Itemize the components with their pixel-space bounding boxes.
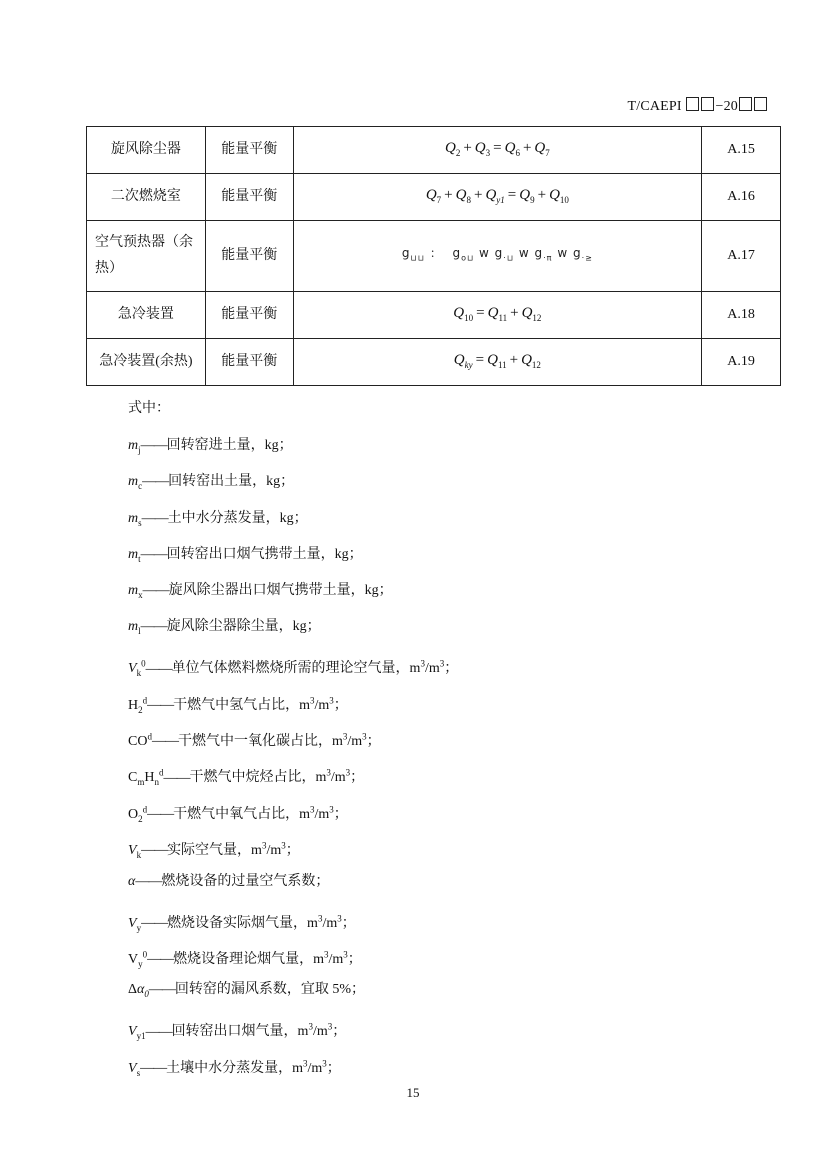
equation-number-cell: A.18 [702,292,781,339]
equation-number-cell: A.15 [702,127,781,174]
balance-type-cell: 能量平衡 [205,292,293,339]
definition-text: 干燃气中氢气占比，$m^3/m^3$； [173,695,348,713]
definition-item: $m_j——$回转窑进土量，kg； [128,438,293,455]
definition-item: $m_s——$土中水分蒸发量，kg； [128,510,308,528]
symbol-definitions [128,398,778,1088]
legend-title: 式中： [128,401,170,416]
definition-item: $m_t——$回转窑出口烟气携带土量，kg； [128,546,363,564]
definition-item: $V_k——$实际空气量，$m^3/m^3$； [128,840,300,860]
standard-prefix: T/CAEPI [627,99,682,114]
definition-text: 土壤中水分蒸发量，$m^3/m^3$； [166,1058,341,1076]
definition-text: 干燃气中氧气占比，$m^3/m^3$； [173,803,348,822]
definition-item: $V_y^0——$燃烧设备理论烟气量，$m^3/m^3$； [128,949,362,969]
placeholder-box [686,97,699,111]
definition-text: 单位气体燃料燃烧所需的理论空气量，$m^3/m^3$； [171,658,459,677]
equation-number-cell: A.17 [702,221,781,292]
definition-item: $C_mH_n^d——$干燃气中烷烃占比，$m^3/m^3$； [128,767,365,788]
definition-item: $V_y——$燃烧设备实际烟气量，$m^3/m^3$； [128,912,356,933]
equation-number-cell: A.19 [702,339,781,386]
definition-text: 燃烧设备的过量空气系数； [161,873,330,889]
table-row [87,339,781,386]
formula-a16: $Q_7 + Q_8 + Q_{y1} = Q_9 + Q_{10}$ [425,186,569,205]
definition-text: 旋风除尘器出口烟气携带土量，kg； [168,583,393,599]
table-row [87,292,781,339]
equipment-cell: 空气预热器（余热） [87,221,206,292]
formula-cell [293,339,701,386]
page-number: 15 [406,1085,420,1100]
balance-type-cell: 能量平衡 [205,221,293,292]
definition-item: $CO^d——$干燃气中一氧化碳占比，$m^3/m^3$； [128,731,381,750]
definition-item: $m_c——$回转窑出土量，kg； [128,474,295,492]
definition-item: $\Delta\alpha_0——$回转窑的漏风系数，宜取 5%； [128,982,366,1000]
definition-text: 土中水分蒸发量，kg； [167,510,308,526]
equipment-cell: 旋风除尘器 [87,127,206,174]
placeholder-box [754,97,767,111]
definition-text: 干燃气中一氧化碳占比，$m^3/m^3$； [177,731,381,750]
formula-cell [293,174,701,221]
definition-item: $H_2^d——$干燃气中氢气占比，$m^3/m^3$； [128,695,348,715]
energy-balance-table [86,126,781,386]
equipment-cell: 急冷装置 [87,292,206,339]
definition-text: 回转窑出口烟气携带土量，kg； [166,546,363,562]
document-code-header [627,97,768,115]
formula-cell [293,221,701,292]
formula-cell [293,292,701,339]
formula-a18: $Q_{10} = Q_{11} + Q_{12}$ [453,304,542,323]
table-row [87,221,781,292]
definition-text: 回转窑出土量，kg； [168,474,295,490]
definition-text: 燃烧设备理论烟气量，$m^3/m^3$； [173,949,362,967]
definition-text: 旋风除尘器除尘量，kg； [166,619,321,635]
balance-type-cell: 能量平衡 [205,127,293,174]
code-separator: − [715,99,724,114]
definition-item: $V_s——$土壤中水分蒸发量，$m^3/m^3$； [128,1058,341,1078]
definition-item: $m_x——$旋风除尘器出口烟气携带土量，kg； [128,583,393,600]
definition-item: $V_k^0——$单位气体燃料燃烧所需的理论空气量，$m^3/m^3$； [128,658,459,679]
definition-item: $V_{y1}——$回转窑出口烟气量，$m^3/m^3$； [128,1021,347,1042]
definition-item: $O_2^d——$干燃气中氧气占比，$m^3/m^3$； [128,803,348,824]
formula-a19: $Q_{ky} = Q_{11} + Q_{12}$ [453,351,541,370]
table-row [87,174,781,221]
definition-text: 回转窑进土量，kg； [166,438,293,453]
definition-item: α——燃烧设备的过量空气系数； [128,873,330,889]
year-prefix: 20 [723,99,738,114]
definition-text: 回转窑的漏风系数，宜取 5%； [174,982,366,998]
balance-type-cell: 能量平衡 [205,339,293,386]
definition-text: 实际空气量，$m^3/m^3$； [167,840,300,858]
placeholder-box [701,97,714,111]
definition-text: 燃烧设备实际烟气量，$m^3/m^3$； [167,912,356,931]
equipment-cell: 急冷装置(余热) [87,339,206,386]
balance-type-cell: 能量平衡 [205,174,293,221]
formula-cell [293,127,701,174]
definition-text: 干燃气中烷烃占比，$m^3/m^3$； [189,767,365,786]
definition-item: $m_l——$旋风除尘器除尘量，kg； [128,619,321,637]
definition-text: 回转窑出口烟气量，$m^3/m^3$； [171,1021,347,1040]
equipment-cell: 二次燃烧室 [87,174,206,221]
equation-number-cell: A.16 [702,174,781,221]
placeholder-box [739,97,752,111]
formula-a17-garbled: $g_{⊔⊔}$ ： $g_{o⊔}$ w $g_{\cdot⊔}$ w $g_{\cdot\pi}$ w $g_{\cdot\ge}$ [401,246,593,263]
table-row [87,127,781,174]
formula-a15: $Q_2 + Q_3 = Q_6 + Q_7$ [444,139,550,158]
